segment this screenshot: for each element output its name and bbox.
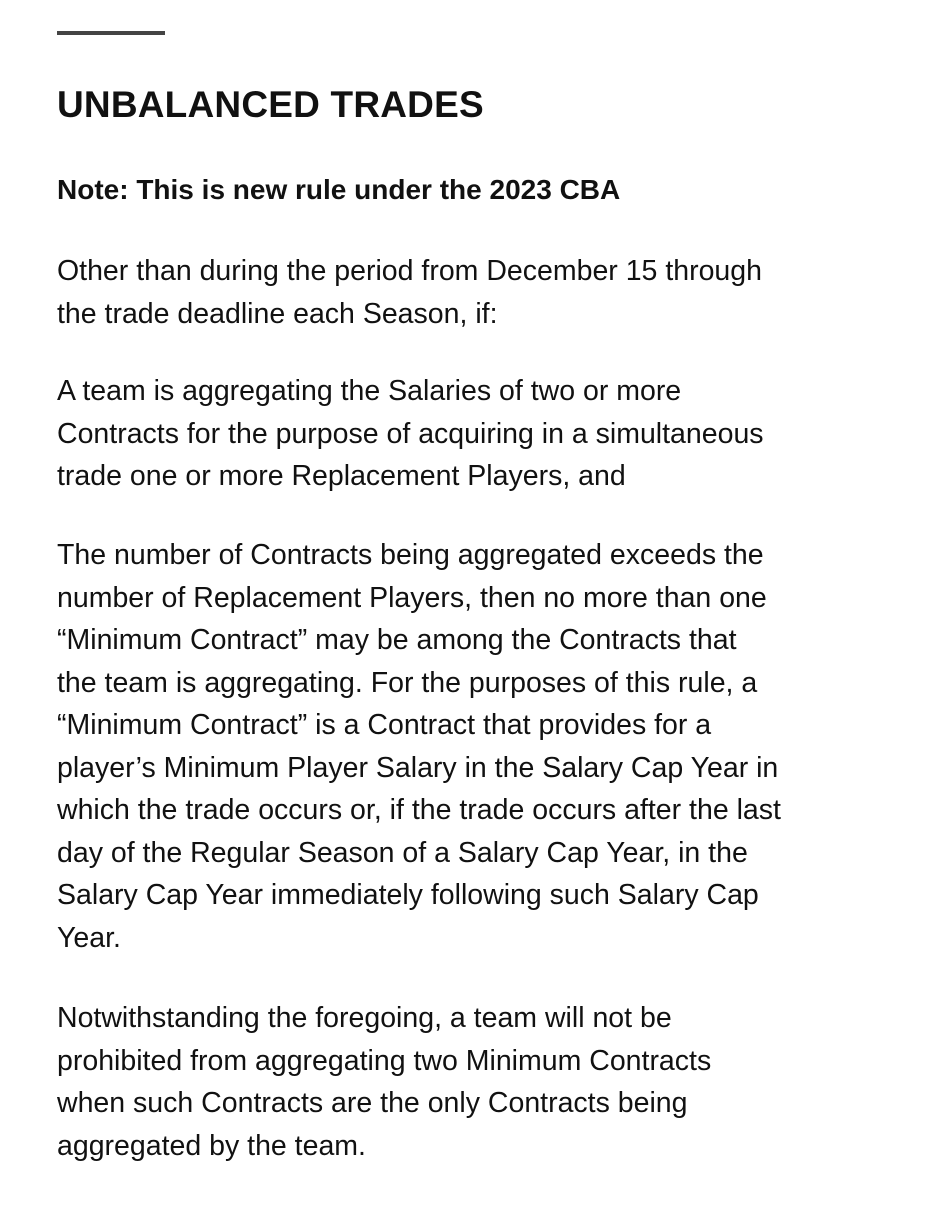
text-line: Salary Cap Year immediately following such Salary Cap [57,879,759,911]
text-line: Year. [57,921,121,954]
text-line: Other than during the period from December 15 through [57,255,762,287]
text-line: A team is aggregating the Salaries of two or more [57,375,682,407]
top-divider [57,31,165,35]
text-line: Contracts for the purpose of acquiring in a simultaneous [57,417,764,450]
text-line: trade one or more Replacement Players, and [57,460,626,492]
text-line: the trade deadline each Season, if: [57,297,498,330]
text-line: which the trade occurs or, if the trade occurs after the last [57,794,781,826]
text-line: aggregated by the team. [57,1129,366,1162]
paragraph-notwithstanding [57,997,711,1167]
text-line: player’s Minimum Player Salary in the Salary Cap Year in [57,751,779,784]
page-title: UNBALANCED TRADES [57,84,484,125]
text-line: prohibited from aggregating two Minimum Contracts [57,1044,712,1077]
text-line: number of Replacement Players, then no more than one [57,581,767,614]
text-line: “Minimum Contract” may be among the Contracts that [57,624,737,656]
paragraph-intro [57,250,762,335]
paragraph-condition-minimum-contract [57,534,781,959]
paragraph-condition-aggregating [57,370,764,498]
text-line: The number of Contracts being aggregated exceeds the [57,539,764,571]
text-line: the team is aggregating. For the purposes of this rule, a [57,666,758,699]
text-line: “Minimum Contract” is a Contract that provides for a [57,709,712,741]
text-line: day of the Regular Season of a Salary Cap Year, in the [57,836,748,869]
text-line: Notwithstanding the foregoing, a team will not be [57,1002,672,1034]
text-line: when such Contracts are the only Contracts being [57,1087,688,1119]
note-text: Note: This is new rule under the 2023 CBA [57,174,621,205]
